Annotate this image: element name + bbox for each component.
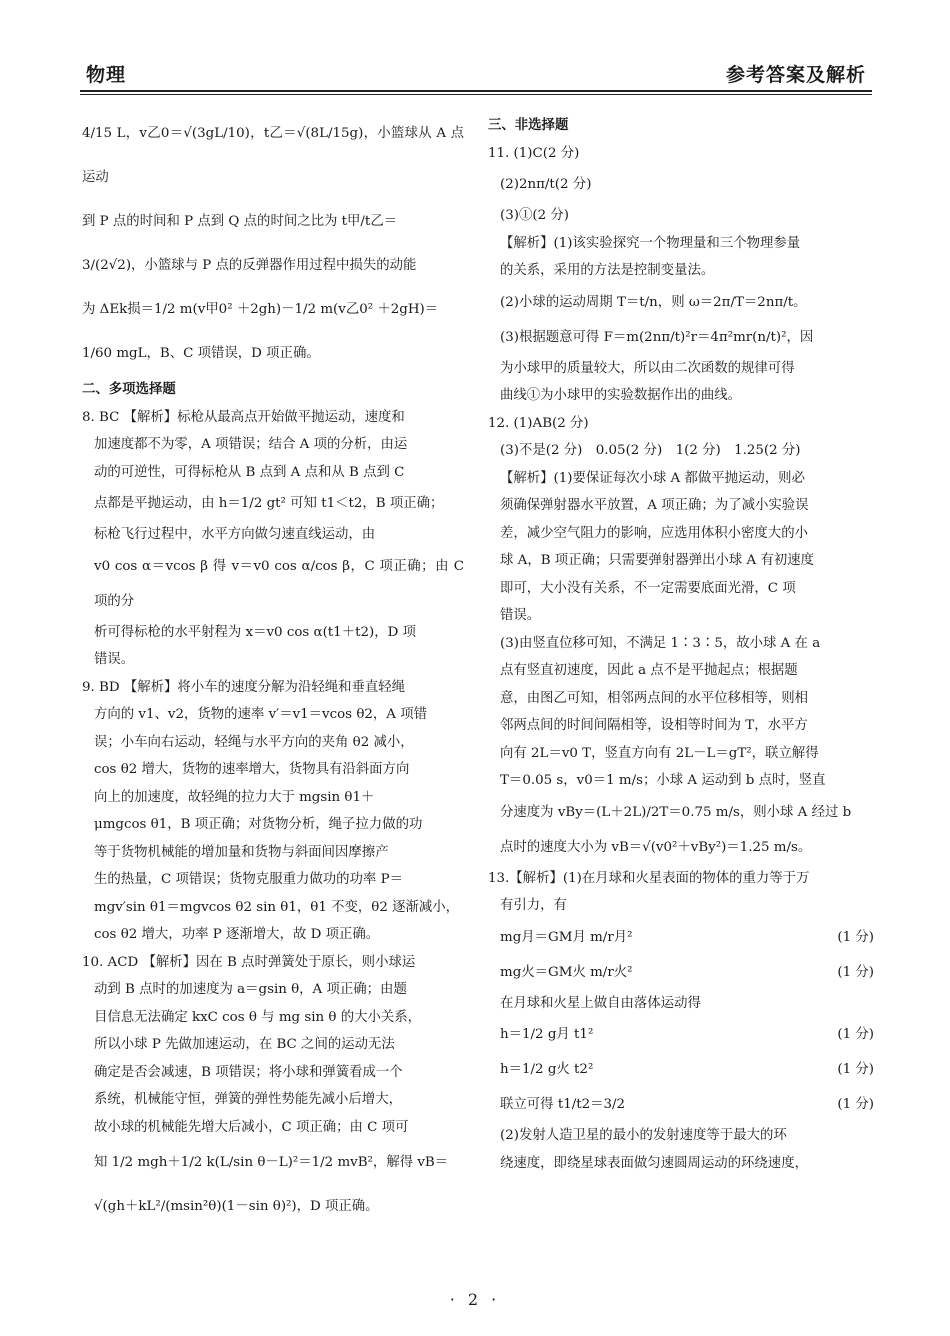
header-rule-thick <box>80 90 872 92</box>
text-line: 11. (1)C(2 分) <box>488 145 580 161</box>
text-line: 球 A，B 项正确；只需要弹射器弹出小球 A 有初速度 <box>500 553 815 568</box>
text-line: (3)①(2 分) <box>500 208 569 223</box>
text-line: 等于货物机械能的增加量和货物与斜面间因摩擦产 <box>94 844 389 860</box>
text-line: cos θ2 增大，货物的速率增大，货物具有沿斜面方向 <box>94 762 410 777</box>
text-line: 标枪飞行过程中，水平方向做匀速直线运动，由 <box>94 527 376 542</box>
text-line: 4/15 L，v乙0＝√(3gL/10)，t乙＝√(8L/15g)，小篮球从 A 点运动 <box>82 126 464 185</box>
text-line: T＝0.05 s，v0＝1 m/s；小球 A 运动到 b 点时，竖直 <box>500 773 826 788</box>
text-line: 系统，机械能守恒，弹簧的弹性势能先减小后增大， <box>94 1092 402 1107</box>
score-label: (1 分) <box>837 929 874 945</box>
text-line: 有引力，有 <box>500 898 567 913</box>
text-line: 错误。 <box>500 608 541 623</box>
text-line: 析可得标枪的水平射程为 x＝v0 cos α(t1＋t2)，D 项 <box>94 624 416 640</box>
text-line: 方向的 v1、v2，货物的速率 v′＝v1＝vcos θ2，A 项错 <box>94 707 427 722</box>
text-line: 向有 2L＝v0 T，竖直方向有 2L－L＝gT²，联立解得 <box>500 745 819 761</box>
equation: mg月＝GM月 m/r月² <box>500 929 633 945</box>
section-heading: 二、多项选择题 <box>82 381 176 397</box>
text-line: (2)2nπ/t(2 分) <box>500 177 592 192</box>
equation: h＝1/2 g火 t2² <box>500 1062 594 1077</box>
subject-label: 物理 <box>86 64 127 86</box>
text-line: cos θ2 增大，功率 P 逐渐增大，故 D 项正确。 <box>94 927 380 942</box>
score-label: (1 分) <box>837 1062 874 1077</box>
text-line: 9. BD 【解析】将小车的速度分解为沿轻绳和垂直轻绳 <box>82 679 406 695</box>
left-column <box>82 112 464 1229</box>
page-number: · 2 · <box>449 1290 501 1309</box>
text-line: 知 1/2 mgh＋1/2 k(L/sin θ－L)²＝1/2 mvB²，解得 vB＝ <box>94 1155 449 1170</box>
text-line: 所以小球 P 先做加速运动，在 BC 之间的运动无法 <box>94 1037 395 1052</box>
equation-line <box>488 955 874 990</box>
text-line: 误；小车向右运动，轻绳与水平方向的夹角 θ2 减小， <box>94 734 414 750</box>
text-line: 为 ΔEk损＝1/2 m(v甲0² ＋2gh)－1/2 m(v乙0² ＋2gH)＝ <box>82 302 439 317</box>
text-line: √(gh＋kL²/(msin²θ)(1－sin θ)²)，D 项正确。 <box>94 1199 379 1214</box>
text-line: 1/60 mgL，B、C 项错误，D 项正确。 <box>82 346 320 361</box>
text-line: 邻两点间的时间间隔相等，设相等时间为 T，水平方 <box>500 718 808 733</box>
text-line: 点有竖直初速度，因此 a 点不是平抛起点；根据题 <box>500 663 798 678</box>
section-heading: 三、非选择题 <box>488 117 569 133</box>
text-line: 【解析】(1)要保证每次小球 A 都做平抛运动，则必 <box>500 470 805 486</box>
text-line: 差，减少空气阻力的影响，应选用体积小密度大的小 <box>500 525 808 541</box>
page-header <box>80 58 872 92</box>
score-label: (1 分) <box>837 964 874 980</box>
text-line: mgv′sin θ1＝mgvcos θ2 sin θ1，θ1 不变，θ2 逐渐减小， <box>94 899 460 915</box>
right-column <box>488 112 874 1177</box>
equation-line <box>488 920 874 955</box>
text-line: 生的热量，C 项错误；货物克服重力做功的功率 P＝ <box>94 872 403 887</box>
text-line: 向上的加速度，故轻绳的拉力大于 mgsin θ1＋ <box>94 789 375 805</box>
text-line: 错误。 <box>94 652 135 667</box>
equation: 联立可得 t1/t2＝3/2 <box>500 1097 626 1112</box>
text-line: 到 P 点的时间和 P 点到 Q 点的时间之比为 t甲/t乙＝ <box>82 214 398 229</box>
text-line: 即可，大小没有关系，不一定需要底面光滑，C 项 <box>500 580 796 596</box>
text-line: 加速度都不为零，A 项错误；结合 A 项的分析，由运 <box>94 437 408 452</box>
text-line: 10. ACD 【解析】因在 B 点时弹簧处于原长，则小球运 <box>82 954 416 970</box>
text-line: 的关系，采用的方法是控制变量法。 <box>500 263 715 278</box>
text-line: 为小球甲的质量较大，所以由二次函数的规律可得 <box>500 360 795 376</box>
text-line: 须确保弹射器水平放置，A 项正确；为了减小实验误 <box>500 498 809 513</box>
text-line: 8. BC 【解析】标枪从最高点开始做平抛运动，速度和 <box>82 409 405 425</box>
text-line: (2)小球的运动周期 T＝t/n，则 ω＝2π/T＝2nπ/t。 <box>500 294 807 310</box>
text-line: 目信息无法确定 kxC cos θ 与 mg sin θ 的大小关系， <box>94 1009 422 1025</box>
text-line: 曲线①为小球甲的实验数据作出的曲线。 <box>500 388 742 403</box>
header-rule-thin <box>80 94 872 95</box>
text-line: 12. (1)AB(2 分) <box>488 415 589 431</box>
equation-line <box>488 1052 874 1087</box>
text-line: (2)发射人造卫星的最小的发射速度等于最大的环 <box>500 1128 787 1143</box>
equation-line <box>488 1087 874 1122</box>
equation: h＝1/2 g月 t1² <box>500 1027 594 1042</box>
equation: mg火＝GM火 m/r火² <box>500 964 633 980</box>
text-line: 绕速度，即绕星球表面做匀速圆周运动的环绕速度， <box>500 1155 808 1171</box>
header-title: 参考答案及解析 <box>725 64 866 86</box>
text-line: 点时的速度大小为 vB＝√(v0²＋vBy²)＝1.25 m/s。 <box>500 839 812 855</box>
text-line: 13.【解析】(1)在月球和火星表面的物体的重力等于万 <box>488 870 810 886</box>
text-line: 分速度为 vBy＝(L＋2L)/2T＝0.75 m/s，则小球 A 经过 b <box>500 804 852 820</box>
score-label: (1 分) <box>837 1097 874 1112</box>
text-line: (3)由竖直位移可知，不满足 1∶3∶5，故小球 A 在 a <box>500 635 821 651</box>
equation-line <box>488 1017 874 1052</box>
text-line: (3)根据题意可得 F＝m(2nπ/t)²r＝4π²mr(n/t)²，因 <box>500 329 814 345</box>
text-line: μmgcos θ1，B 项正确；对货物分析，绳子拉力做的功 <box>94 817 423 832</box>
text-line: 故小球的机械能先增大后减小，C 项正确；由 C 项可 <box>94 1119 409 1135</box>
text-line: 意，由图乙可知，相邻两点间的水平位移相等，则相 <box>500 690 808 706</box>
text-line: 3/(2√2)，小篮球与 P 点的反弹器作用过程中损失的动能 <box>82 258 417 273</box>
text-line: 动到 B 点时的加速度为 a＝gsin θ，A 项正确；由题 <box>94 982 407 997</box>
text-line: (3)不是(2 分) 0.05(2 分) 1(2 分) 1.25(2 分) <box>500 443 801 458</box>
text-line: 点都是平抛运动，由 h＝1/2 gt² 可知 t1＜t2，B 项正确； <box>94 496 444 511</box>
text-line: 确定是否会减速，B 项错误；将小球和弹簧看成一个 <box>94 1064 403 1080</box>
text-line: 【解析】(1)该实验探究一个物理量和三个物理参量 <box>500 235 801 251</box>
text-line: v0 cos α＝vcos β 得 v＝v0 cos α/cos β，C 项正确；由 C 项的分 <box>94 558 464 609</box>
text-line: 在月球和火星上做自由落体运动得 <box>500 995 701 1011</box>
text-line: 动的可逆性，可得标枪从 B 点到 A 点和从 B 点到 C <box>94 464 405 480</box>
score-label: (1 分) <box>837 1027 874 1042</box>
